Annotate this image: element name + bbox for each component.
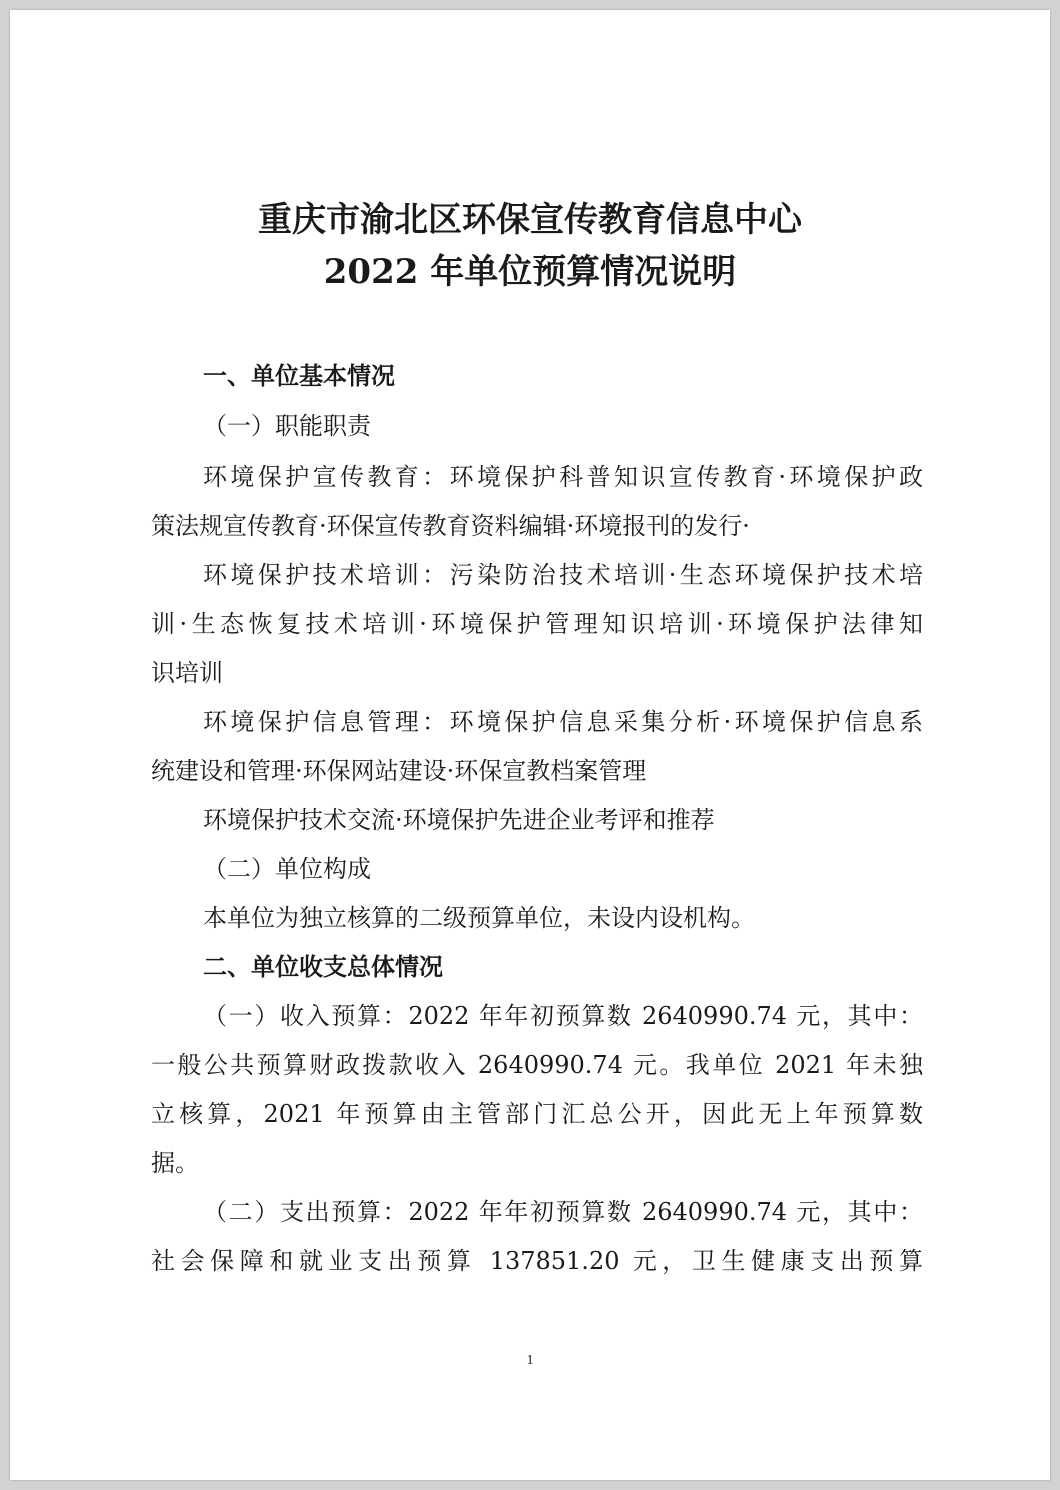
paragraph-line: 策法规宣传教育·环保宣传教育资料编辑·环境报刊的发行· <box>151 512 750 540</box>
page-number: 1 <box>526 1353 534 1368</box>
paragraph-line: 训·生态恢复技术培训·环境保护管理知识培训·环境保护法律知 <box>151 610 923 638</box>
paragraph-line: 环境保护技术交流·环境保护先进企业考评和推荐 <box>203 806 715 834</box>
section-heading-basic-info: 一、单位基本情况 <box>203 362 395 390</box>
subsection-heading-duties: （一）职能职责 <box>203 412 371 440</box>
subsection-heading-composition: （二）单位构成 <box>203 855 371 883</box>
paragraph-line: 本单位为独立核算的二级预算单位，未设内设机构。 <box>203 904 755 932</box>
paragraph-line: 统建设和管理·环保网站建设·环保宣教档案管理 <box>151 757 647 785</box>
document-title-line1: 重庆市渝北区环保宣传教育信息中心 <box>258 200 802 240</box>
paragraph-line: 据。 <box>151 1149 199 1177</box>
paragraph-line: 识培训 <box>151 659 223 687</box>
paragraph-line: （一）收入预算：2022 年年初预算数 2640990.74 元，其中： <box>203 1002 923 1030</box>
paragraph-line: （二）支出预算：2022 年年初预算数 2640990.74 元，其中： <box>203 1198 923 1226</box>
document-title-line2: 2022 年单位预算情况说明 <box>323 252 737 292</box>
paragraph-line: 社会保障和就业支出预算 137851.20 元，卫生健康支出预算 <box>151 1247 923 1275</box>
paragraph-line: 环境保护宣传教育：环境保护科普知识宣传教育·环境保护政 <box>203 463 923 491</box>
section-heading-budget-overview: 二、单位收支总体情况 <box>203 953 443 981</box>
paragraph-line: 立核算，2021 年预算由主管部门汇总公开，因此无上年预算数 <box>151 1100 923 1128</box>
document-page <box>10 10 1050 1480</box>
paragraph-line: 一般公共预算财政拨款收入 2640990.74 元。我单位 2021 年未独 <box>151 1051 923 1079</box>
paragraph-line: 环境保护信息管理：环境保护信息采集分析·环境保护信息系 <box>203 708 923 736</box>
paragraph-line: 环境保护技术培训：污染防治技术培训·生态环境保护技术培 <box>203 561 923 589</box>
